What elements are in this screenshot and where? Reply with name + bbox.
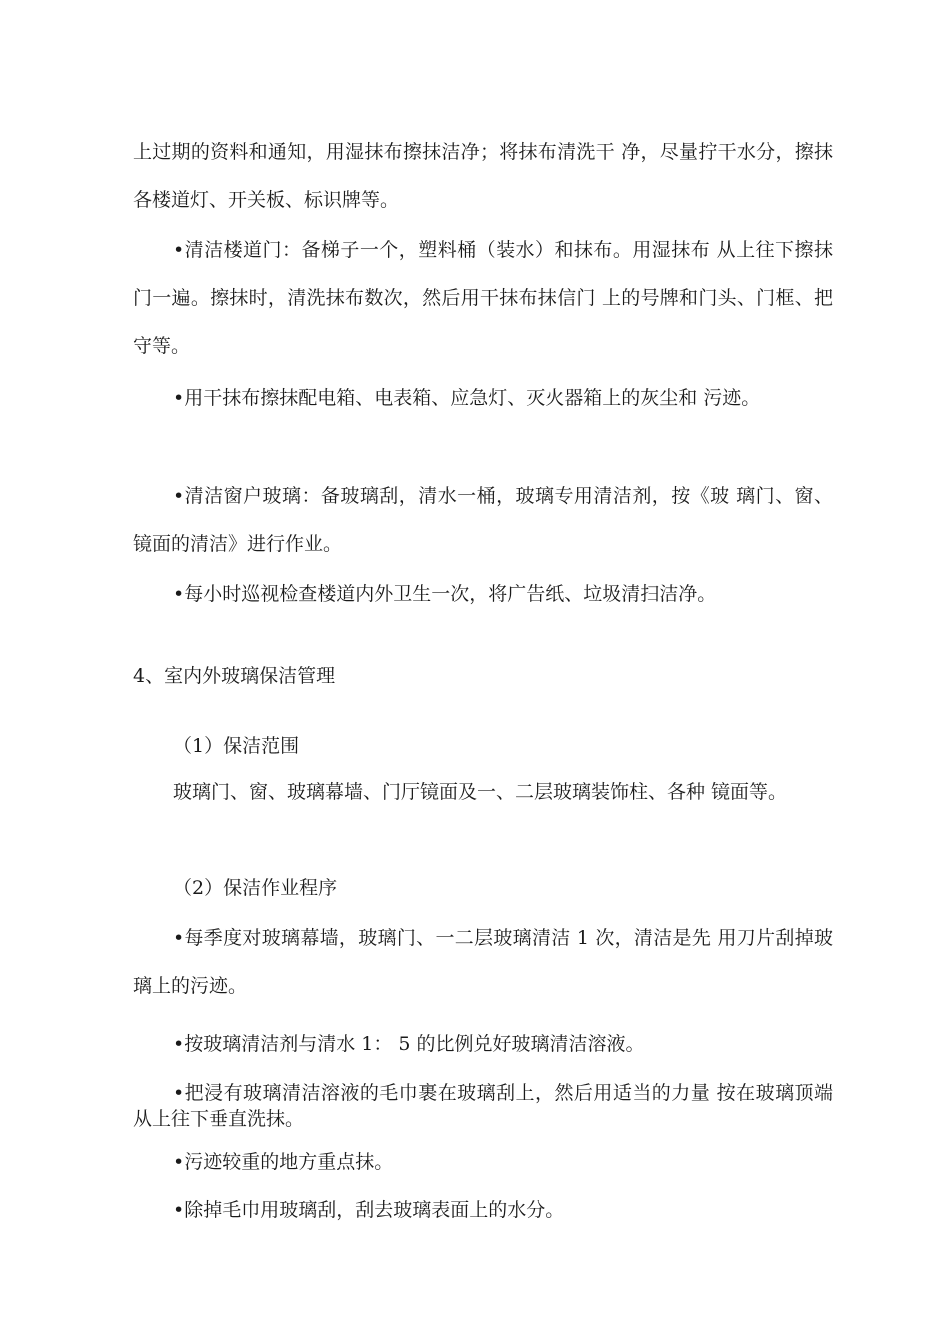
paragraph-vertical-wiping: •把浸有玻璃清洁溶液的毛巾裹在玻璃刮上，然后用适当的力量 按在玻璃顶端从上往下垂直洗抹。 [133, 1082, 833, 1130]
paragraph-solution-ratio: •按玻璃清洁剂与清水 1： 5 的比例兑好玻璃清洁溶液。 [173, 1033, 645, 1055]
paragraph-quarterly-cleaning: •每季度对玻璃幕墙，玻璃门、一二层玻璃清洁 1 次，清洁是先 用刀片刮掉玻璃上的污迹。 [133, 927, 833, 997]
paragraph-cleaning-scope: 玻璃门、窗、玻璃幕墙、门厅镜面及一、二层玻璃装饰柱、各种 镜面等。 [173, 781, 788, 803]
subheading-cleaning-scope: （1）保洁范围 [173, 735, 300, 757]
paragraph-trash-cleaning-continued: 上过期的资料和通知，用湿抹布擦抹洁净；将抹布清洗干 净，尽量拧干水分，擦抹各楼道灯、开关板、标识牌等。 [133, 141, 833, 211]
paragraph-electrical-box-cleaning: •用干抹布擦抹配电箱、电表箱、应急灯、灭火器箱上的灰尘和 污迹。 [173, 387, 761, 409]
subheading-cleaning-procedure: （2）保洁作业程序 [173, 877, 338, 899]
paragraph-stairway-door-cleaning: •清洁楼道门：备梯子一个，塑料桶（装水）和抹布。用湿抹布 从上往下擦抹门一遍。擦抹时，清洗抹布数次，然后用干抹布抹信门 上的号牌和门头、门框、把守等。 [133, 239, 833, 357]
paragraph-hourly-inspection: •每小时巡视检查楼道内外卫生一次，将广告纸、垃圾清扫洁净。 [173, 583, 717, 605]
paragraph-heavy-stains: •污迹较重的地方重点抹。 [173, 1151, 394, 1173]
paragraph-remove-water: •除掉毛巾用玻璃刮，刮去玻璃表面上的水分。 [173, 1199, 565, 1221]
section-heading-glass-management: 4、室内外玻璃保洁管理 [133, 665, 336, 687]
paragraph-window-glass-cleaning: •清洁窗户玻璃：备玻璃刮，清水一桶，玻璃专用清洁剂，按《玻 璃门、窗、镜面的清洁》进行作业。 [133, 485, 833, 555]
